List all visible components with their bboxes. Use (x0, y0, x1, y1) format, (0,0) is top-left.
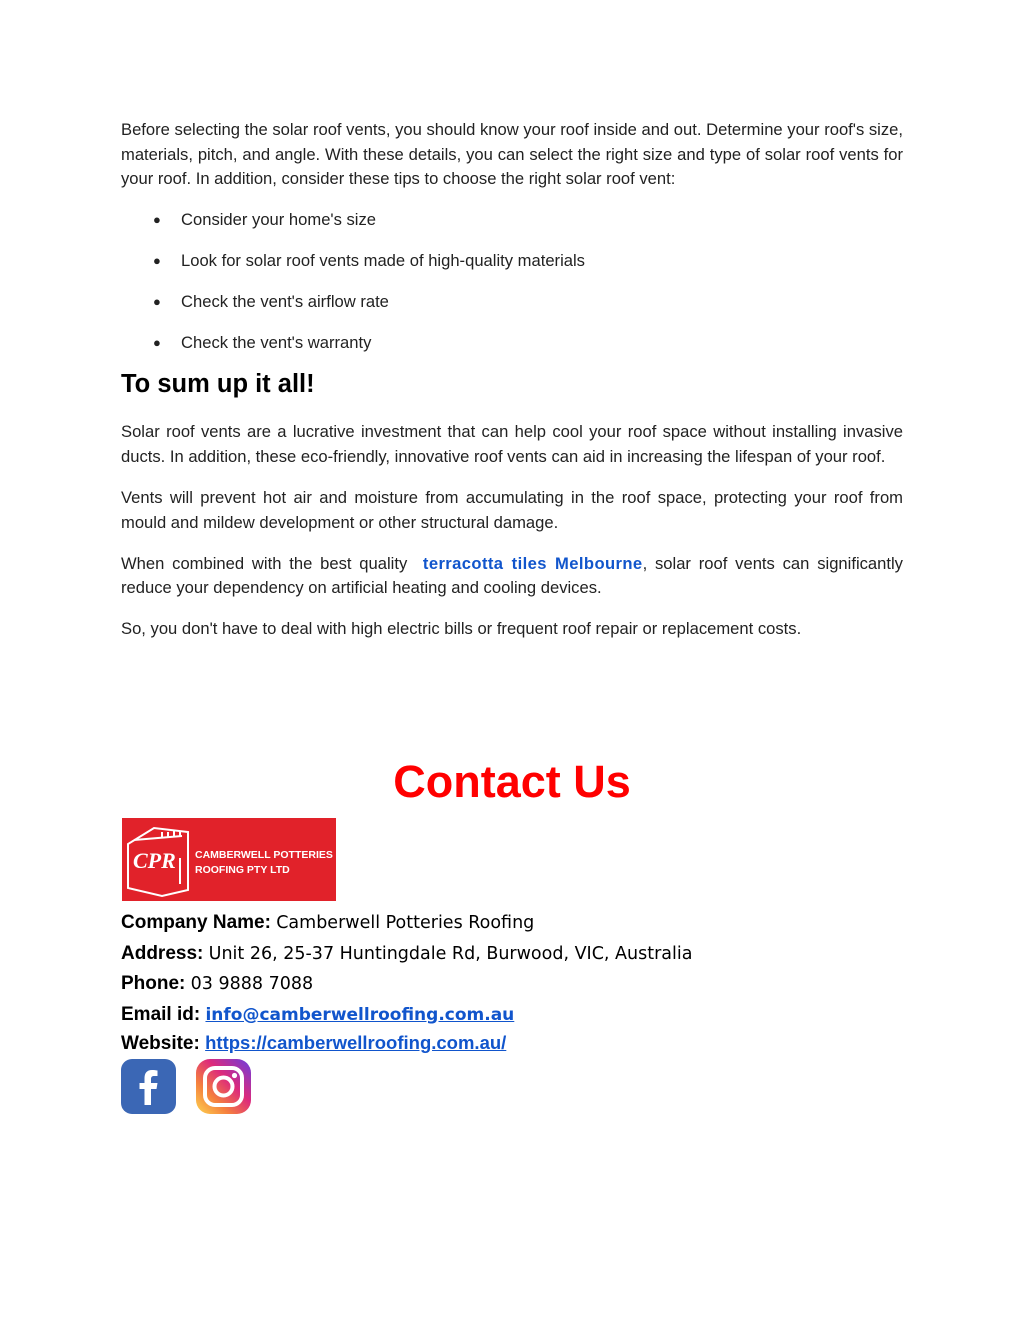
paragraph-text: , solar roof vents can significantly reduce your dependency on artificial heating and cooling devices. (121, 553, 903, 598)
document-body (121, 118, 903, 658)
list-item-text: Check the vent's airflow rate (181, 292, 389, 312)
contact-details (121, 908, 921, 1057)
bullet-icon: ● (153, 212, 161, 228)
list-item (121, 249, 903, 273)
website-row (121, 1030, 921, 1057)
address-label: Address: (121, 942, 204, 964)
company-name-label: Company Name: (121, 912, 271, 933)
paragraph-text: When combined with the best quality (121, 553, 416, 573)
list-item-text: Look for solar roof vents made of high-quality materials (181, 251, 585, 271)
phone-value: 03 9888 7088 (190, 974, 314, 994)
bullet-icon: ● (153, 253, 161, 269)
company-logo (122, 818, 336, 901)
logo-monogram: CPR (133, 848, 176, 873)
tips-list (121, 208, 903, 355)
phone-label: Phone: (121, 973, 186, 994)
bullet-icon: ● (153, 294, 161, 310)
instagram-icon[interactable] (196, 1059, 251, 1114)
list-item (121, 331, 903, 355)
website-link[interactable]: https://camberwellroofing.com.au/ (205, 1032, 507, 1053)
phone-row (121, 969, 921, 1000)
contact-title: Contact Us (393, 756, 631, 807)
email-link[interactable]: info@camberwellroofing.com.au (205, 1004, 515, 1025)
summary-heading: To sum up it all! (121, 370, 315, 399)
company-name-row (121, 908, 921, 939)
list-item (121, 208, 903, 232)
summary-paragraph-4: So, you don't have to deal with high electric bills or frequent roof repair or replacement costs. (121, 619, 802, 639)
facebook-icon[interactable] (121, 1059, 176, 1114)
website-label: Website: (121, 1033, 200, 1054)
logo-line-1: CAMBERWELL POTTERIES (195, 849, 333, 861)
list-item (121, 290, 903, 314)
logo-line-2: ROOFING PTY LTD (195, 864, 290, 876)
list-item-text: Check the vent's warranty (181, 333, 372, 353)
email-row (121, 1000, 921, 1031)
summary-paragraph-1: Solar roof vents are a lucrative investment that can help cool your roof space without installing invasive ducts. In addition, these eco-friendly, innovative roof vents can aid in increasing the lifespan of your roof. (121, 422, 903, 466)
summary-paragraph-3 (121, 552, 903, 601)
summary-paragraph-2: Vents will prevent hot air and moisture from accumulating in the roof space, protecting your roof from mould and mildew development or other structural damage. (121, 487, 903, 532)
company-name-value: Camberwell Potteries Roofing (276, 913, 535, 933)
intro-paragraph: Before selecting the solar roof vents, you should know your roof inside and out. Determine your roof's size, materials, pitch, and angle. With these details, you can select the right size and type of solar roof vents for your roof. In addition, consider these tips to choose the right solar roof vent: (121, 120, 903, 189)
email-label: Email id: (121, 1003, 201, 1025)
address-row (121, 939, 921, 970)
bullet-icon: ● (153, 335, 161, 351)
list-item-text: Consider your home's size (181, 210, 377, 230)
terracotta-tiles-link[interactable]: terracotta tiles Melbourne (422, 553, 643, 573)
address-value: Unit 26, 25-37 Huntingdale Rd, Burwood, VIC, Australia (208, 943, 693, 964)
